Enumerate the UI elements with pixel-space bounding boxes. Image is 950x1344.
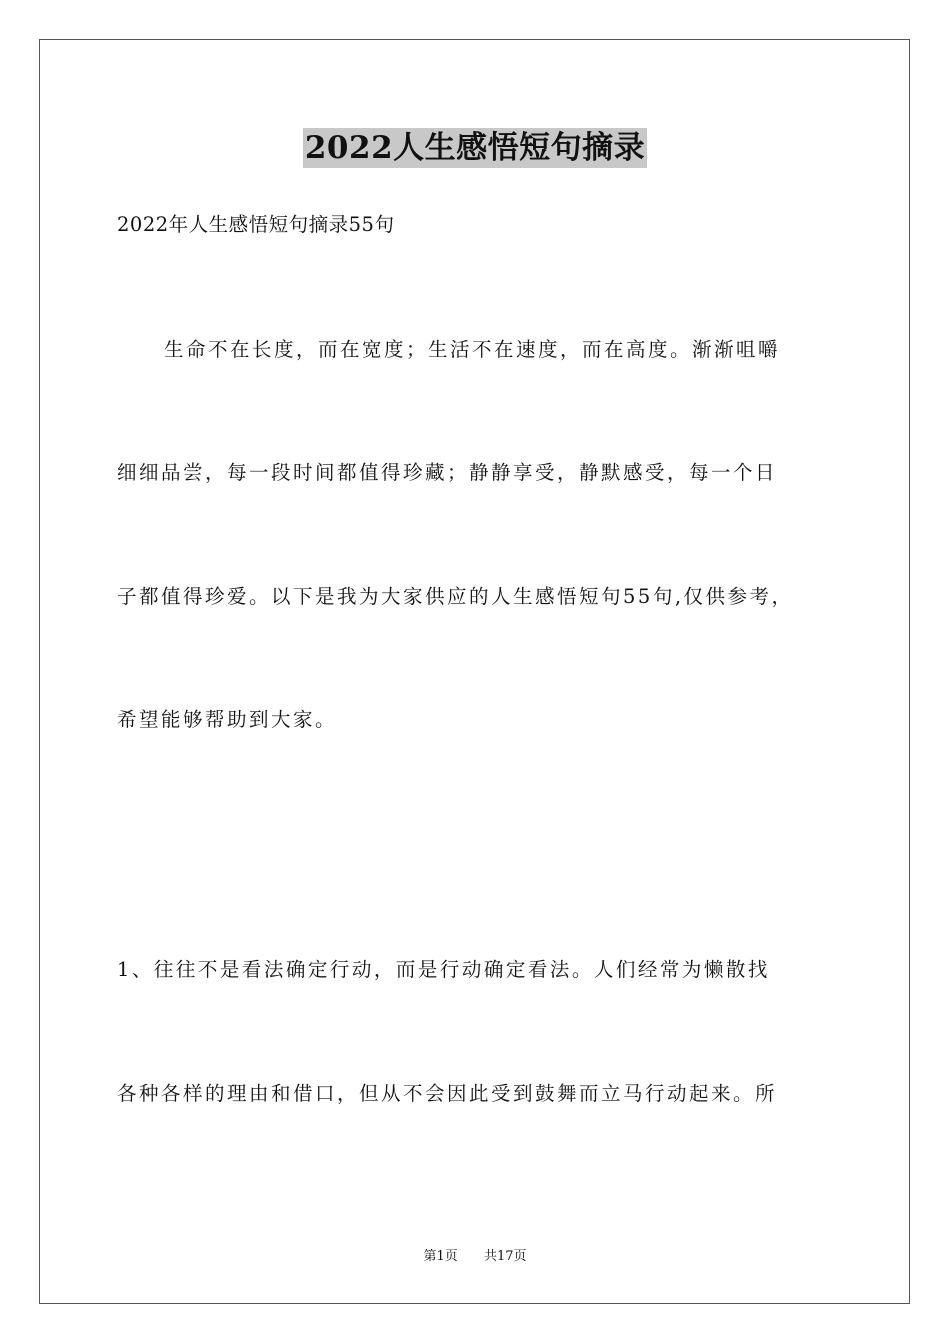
quote-1-line-2: 各种各样的理由和借口，但从不会因此受到鼓舞而立马行动起来。所	[117, 1082, 778, 1105]
quote-1-line-1: 1、往往不是看法确定行动，而是行动确定看法。人们经常为懒散找	[117, 958, 770, 981]
page-number: 第1页	[423, 1249, 458, 1264]
page-total: 共17页	[484, 1249, 527, 1264]
title-container	[0, 128, 950, 168]
intro-line-2: 细细品尝，每一段时间都值得珍藏；静静享受，静默感受，每一个日	[117, 461, 778, 484]
intro-line-1: 生命不在长度，而在宽度；生活不在速度，而在高度。渐渐咀嚼	[164, 338, 781, 361]
document-title: 2022人生感悟短句摘录	[304, 130, 646, 166]
intro-line-4: 希望能够帮助到大家。	[117, 708, 338, 731]
page-footer	[0, 1248, 950, 1266]
document-subtitle: 2022年人生感悟短句摘录55句	[117, 213, 395, 236]
intro-line-3: 子都值得珍爱。以下是我为大家供应的人生感悟短句55句,仅供参考，	[117, 585, 794, 608]
